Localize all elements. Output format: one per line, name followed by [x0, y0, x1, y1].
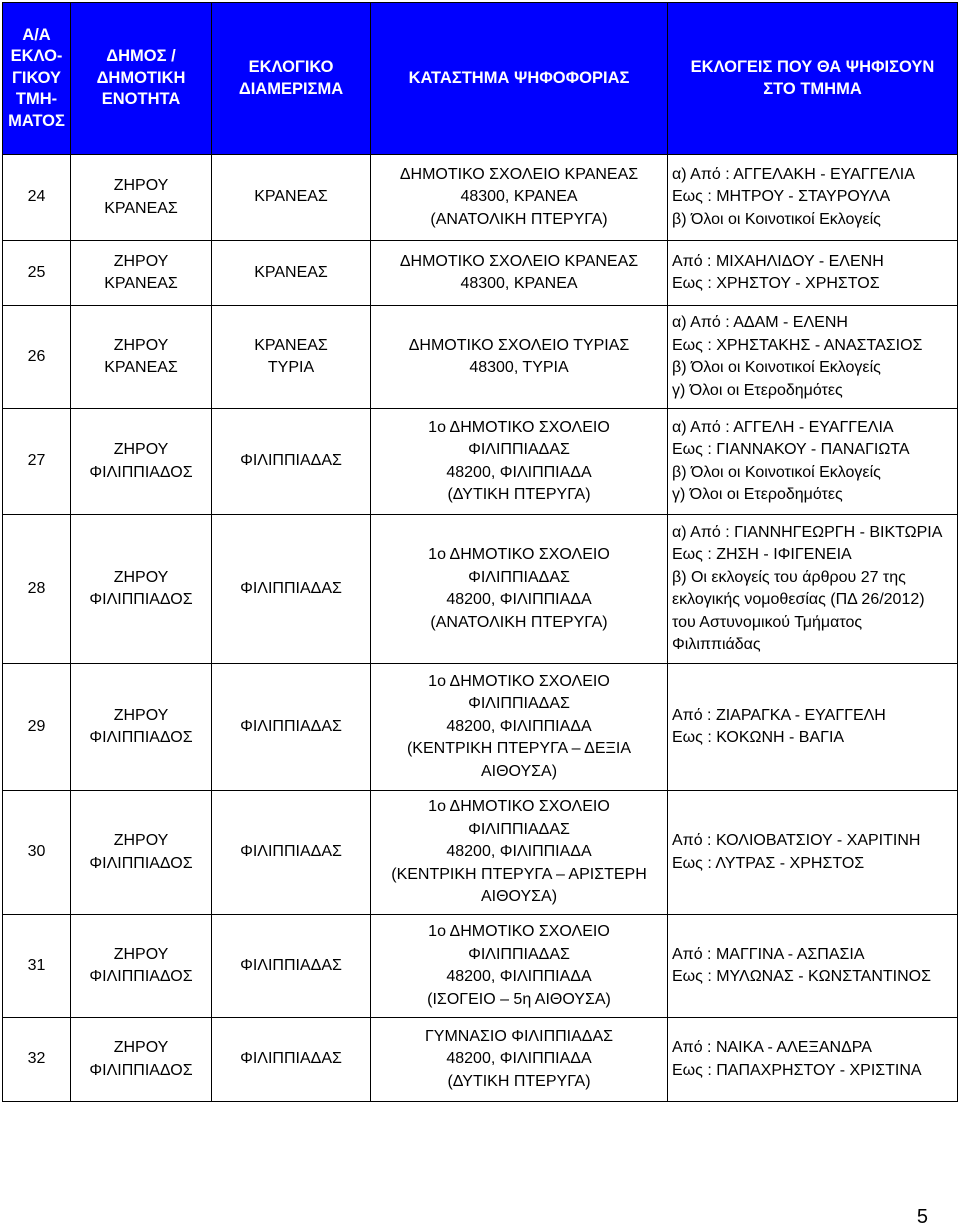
table-row [3, 915, 958, 1018]
polling-station-cell: 1ο ΔΗΜΟΤΙΚΟ ΣΧΟΛΕΙΟ ΦΙΛΙΠΠΙΑΔΑΣ 48200, ΦΙΛΙΠΠΙΑΔΑ (ΔΥΤΙΚΗ ΠΤΕΡΥΓΑ) [371, 409, 668, 515]
district-cell: ΚΡΑΝΕΑΣ [212, 155, 371, 241]
voters-cell: α) Από : ΑΓΓΕΛΗ - ΕΥΑΓΓΕΛΙΑ Εως : ΓΙΑΝΝΑΚΟΥ - ΠΑΝΑΓΙΩΤΑ β) Όλοι οι Κοινοτικοί Εκλογείς γ) Όλοι οι Ετεροδημότες [668, 409, 958, 515]
municipality-cell: ΖΗΡΟΥ ΚΡΑΝΕΑΣ [71, 155, 212, 241]
voters-cell: α) Από : ΑΓΓΕΛΑΚΗ - ΕΥΑΓΓΕΛΙΑ Εως : ΜΗΤΡΟΥ - ΣΤΑΥΡΟΥΛΑ β) Όλοι οι Κοινοτικοί Εκλογείς [668, 155, 958, 241]
table-row [3, 409, 958, 515]
table-row [3, 664, 958, 791]
district-cell: ΦΙΛΙΠΠΙΑΔΑΣ [212, 1018, 371, 1102]
voters-cell: Από : ΚΟΛΙΟΒΑΤΣΙΟΥ - ΧΑΡΙΤΙΝΗ Εως : ΛΥΤΡΑΣ - ΧΡΗΣΤΟΣ [668, 791, 958, 915]
table-row [3, 155, 958, 241]
section-number: 26 [3, 306, 71, 409]
section-number: 29 [3, 664, 71, 791]
voters-cell: α) Από : ΓΙΑΝΝΗΓΕΩΡΓΗ - ΒΙΚΤΩΡΙΑ Εως : ΖΗΣΗ - ΙΦΙΓΕΝΕΙΑ β) Οι εκλογείς του άρθρου 27 της εκλογικής νομοθεσίας (ΠΔ 26/2012) του Αστυνομικού Τμήματος Φιλιππιάδας [668, 515, 958, 664]
municipality-cell: ΖΗΡΟΥ ΦΙΛΙΠΠΙΑΔΟΣ [71, 791, 212, 915]
voters-cell: Από : ΖΙΑΡΑΓΚΑ - ΕΥΑΓΓΕΛΗ Εως : ΚΟΚΩΝΗ - ΒΑΓΙΑ [668, 664, 958, 791]
polling-station-cell: ΓΥΜΝΑΣΙΟ ΦΙΛΙΠΠΙΑΔΑΣ 48200, ΦΙΛΙΠΠΙΑΔΑ (ΔΥΤΙΚΗ ΠΤΕΡΥΓΑ) [371, 1018, 668, 1102]
section-number: 31 [3, 915, 71, 1018]
voters-cell: Από : ΝΑΙΚΑ - ΑΛΕΞΑΝΔΡΑ Εως : ΠΑΠΑΧΡΗΣΤΟΥ - ΧΡΙΣΤΙΝΑ [668, 1018, 958, 1102]
page-number: 5 [916, 1206, 928, 1228]
table-row [3, 306, 958, 409]
polling-station-cell: 1ο ΔΗΜΟΤΙΚΟ ΣΧΟΛΕΙΟ ΦΙΛΙΠΠΙΑΔΑΣ 48200, ΦΙΛΙΠΠΙΑΔΑ (ΑΝΑΤΟΛΙΚΗ ΠΤΕΡΥΓΑ) [371, 515, 668, 664]
section-number: 24 [3, 155, 71, 241]
municipality-cell: ΖΗΡΟΥ ΦΙΛΙΠΠΙΑΔΟΣ [71, 664, 212, 791]
district-cell: ΚΡΑΝΕΑΣ [212, 241, 371, 306]
table-row [3, 791, 958, 915]
polling-station-cell: ΔΗΜΟΤΙΚΟ ΣΧΟΛΕΙΟ ΚΡΑΝΕΑΣ 48300, ΚΡΑΝΕΑ (ΑΝΑΤΟΛΙΚΗ ΠΤΕΡΥΓΑ) [371, 155, 668, 241]
section-number: 27 [3, 409, 71, 515]
header-voters: ΕΚΛΟΓΕΙΣ ΠΟΥ ΘΑ ΨΗΦΙΣΟΥΝ ΣΤΟ ΤΜΗΜΑ [668, 3, 958, 155]
header-electoral-district: ΕΚΛΟΓΙΚΟ ΔΙΑΜΕΡΙΣΜΑ [212, 3, 371, 155]
table-row [3, 1018, 958, 1102]
district-cell: ΦΙΛΙΠΠΙΑΔΑΣ [212, 409, 371, 515]
header-section-number: Α/Α ΕΚΛΟ- ΓΙΚΟΥ ΤΜΗ- ΜΑΤΟΣ [3, 3, 71, 155]
district-cell: ΦΙΛΙΠΠΙΑΔΑΣ [212, 664, 371, 791]
voters-cell: α) Από : ΑΔΑΜ - ΕΛΕΝΗ Εως : ΧΡΗΣΤΑΚΗΣ - ΑΝΑΣΤΑΣΙΟΣ β) Όλοι οι Κοινοτικοί Εκλογείς γ) Όλοι οι Ετεροδημότες [668, 306, 958, 409]
municipality-cell: ΖΗΡΟΥ ΦΙΛΙΠΠΙΑΔΟΣ [71, 409, 212, 515]
polling-station-cell: ΔΗΜΟΤΙΚΟ ΣΧΟΛΕΙΟ ΚΡΑΝΕΑΣ 48300, ΚΡΑΝΕΑ [371, 241, 668, 306]
table-row [3, 515, 958, 664]
header-row [3, 3, 958, 155]
municipality-cell: ΖΗΡΟΥ ΦΙΛΙΠΠΙΑΔΟΣ [71, 515, 212, 664]
polling-stations-table [2, 2, 958, 1102]
municipality-cell: ΖΗΡΟΥ ΚΡΑΝΕΑΣ [71, 306, 212, 409]
polling-station-cell: ΔΗΜΟΤΙΚΟ ΣΧΟΛΕΙΟ ΤΥΡΙΑΣ 48300, ΤΥΡΙΑ [371, 306, 668, 409]
table-row [3, 241, 958, 306]
municipality-cell: ΖΗΡΟΥ ΚΡΑΝΕΑΣ [71, 241, 212, 306]
section-number: 28 [3, 515, 71, 664]
municipality-cell: ΖΗΡΟΥ ΦΙΛΙΠΠΙΑΔΟΣ [71, 1018, 212, 1102]
municipality-cell: ΖΗΡΟΥ ΦΙΛΙΠΠΙΑΔΟΣ [71, 915, 212, 1018]
district-cell: ΚΡΑΝΕΑΣ ΤΥΡΙΑ [212, 306, 371, 409]
header-polling-station: ΚΑΤΑΣΤΗΜΑ ΨΗΦΟΦΟΡΙΑΣ [371, 3, 668, 155]
header-municipality: ΔΗΜΟΣ / ΔΗΜΟΤΙΚΗ ΕΝΟΤΗΤΑ [71, 3, 212, 155]
district-cell: ΦΙΛΙΠΠΙΑΔΑΣ [212, 791, 371, 915]
district-cell: ΦΙΛΙΠΠΙΑΔΑΣ [212, 515, 371, 664]
voters-cell: Από : ΜΙΧΑΗΛΙΔΟΥ - ΕΛΕΝΗ Εως : ΧΡΗΣΤΟΥ - ΧΡΗΣΤΟΣ [668, 241, 958, 306]
voters-cell: Από : ΜΑΓΓΙΝΑ - ΑΣΠΑΣΙΑ Εως : ΜΥΛΩΝΑΣ - ΚΩΝΣΤΑΝΤΙΝΟΣ [668, 915, 958, 1018]
section-number: 30 [3, 791, 71, 915]
polling-station-cell: 1ο ΔΗΜΟΤΙΚΟ ΣΧΟΛΕΙΟ ΦΙΛΙΠΠΙΑΔΑΣ 48200, ΦΙΛΙΠΠΙΑΔΑ (ΙΣΟΓΕΙΟ – 5η ΑΙΘΟΥΣΑ) [371, 915, 668, 1018]
district-cell: ΦΙΛΙΠΠΙΑΔΑΣ [212, 915, 371, 1018]
polling-station-cell: 1ο ΔΗΜΟΤΙΚΟ ΣΧΟΛΕΙΟ ΦΙΛΙΠΠΙΑΔΑΣ 48200, ΦΙΛΙΠΠΙΑΔΑ (ΚΕΝΤΡΙΚΗ ΠΤΕΡΥΓΑ – ΔΕΞΙΑ ΑΙΘΟΥΣΑ) [371, 664, 668, 791]
polling-station-cell: 1ο ΔΗΜΟΤΙΚΟ ΣΧΟΛΕΙΟ ΦΙΛΙΠΠΙΑΔΑΣ 48200, ΦΙΛΙΠΠΙΑΔΑ (ΚΕΝΤΡΙΚΗ ΠΤΕΡΥΓΑ – ΑΡΙΣΤΕΡΗ ΑΙΘΟΥΣΑ) [371, 791, 668, 915]
section-number: 25 [3, 241, 71, 306]
section-number: 32 [3, 1018, 71, 1102]
